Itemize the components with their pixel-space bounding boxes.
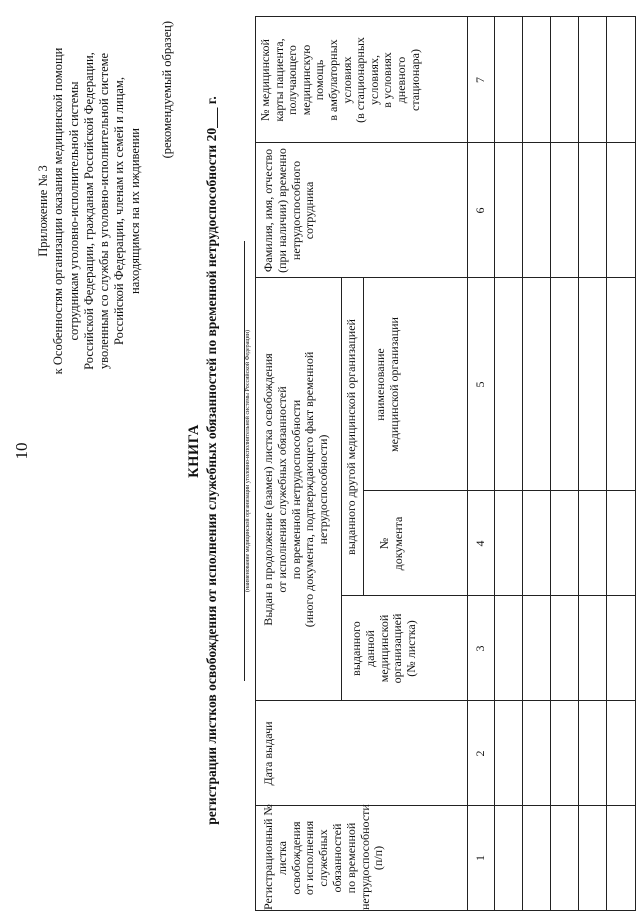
registration-table xyxy=(255,16,636,911)
column-number: 1 xyxy=(473,855,487,861)
row-divider xyxy=(363,278,364,596)
row-divider xyxy=(550,17,551,910)
row-divider xyxy=(494,17,495,910)
header-issued-by-this-organization: выданного данной медицинской организацией (№ листка) xyxy=(349,613,419,684)
appendix-line: к Особенностям организации оказания медицинской помощи xyxy=(51,47,66,375)
page-number: 10 xyxy=(12,442,31,460)
header-issued-by-other-organization: выданного другой медицинской организацией xyxy=(344,319,358,555)
row-divider xyxy=(606,17,607,910)
column-number: 7 xyxy=(473,77,487,83)
column-number: 5 xyxy=(473,381,487,388)
header-issued-in-continuation: Выдан в продолжение (взамен) листка освобождения от исполнения служебных обязанностей по временной нетрудоспособности (иного документа, подтверждающего факт временной нетрудоспособности) xyxy=(261,351,331,628)
column-number: 4 xyxy=(473,540,487,547)
header-employee-name: Фамилия, имя, отчество (при наличии) временно нетрудоспособного сотрудника xyxy=(261,148,317,273)
header-medical-card-number: № медицинской карты пациента, получающего медицинскую помощь в амбулаторных условиях (в стационарных условиях, в условиях дневного стационара) xyxy=(258,37,422,123)
appendix-line: Приложение № 3 xyxy=(36,165,50,257)
row-divider xyxy=(522,17,523,910)
organization-caption: (наименование медицинской организации уголовно-исполнительной системы Российской Федерации) xyxy=(245,330,251,592)
recommended-sample-note: (рекомендуемый образец) xyxy=(160,21,174,159)
row-divider xyxy=(578,17,579,910)
header-registration-number: Регистрационный № листка освобождения от исполнения служебных обязанностей по временной нетрудоспособности (п/п) xyxy=(261,804,386,910)
row-divider xyxy=(341,278,342,701)
appendix-line: сотрудникам уголовно-исполнительной системы xyxy=(66,81,81,341)
header-document-number: № документа xyxy=(377,516,405,571)
appendix-line: Российской Федерации, гражданам Российской Федерации, xyxy=(81,52,96,370)
row-divider xyxy=(467,17,468,910)
appendix-line: находящимся на их иждивении xyxy=(127,128,142,294)
header-organization-name: наименование медицинской организации xyxy=(373,317,401,452)
header-issue-date: Дата выдачи xyxy=(261,721,275,786)
book-title: КНИГА xyxy=(186,424,202,478)
column-number: 2 xyxy=(473,750,487,757)
appendix-line: уволенным со службы в уголовно-исполнительной системе xyxy=(97,52,112,370)
book-subtitle: регистрации листков освобождения от исполнения служебных обязанностей по временной нетрудоспособности 20___ г. xyxy=(204,96,219,825)
column-number: 6 xyxy=(473,207,487,214)
column-number: 3 xyxy=(473,645,487,652)
appendix-heading xyxy=(36,21,143,401)
appendix-line: Российской Федерации, членам их семей и лицам, xyxy=(112,77,127,345)
